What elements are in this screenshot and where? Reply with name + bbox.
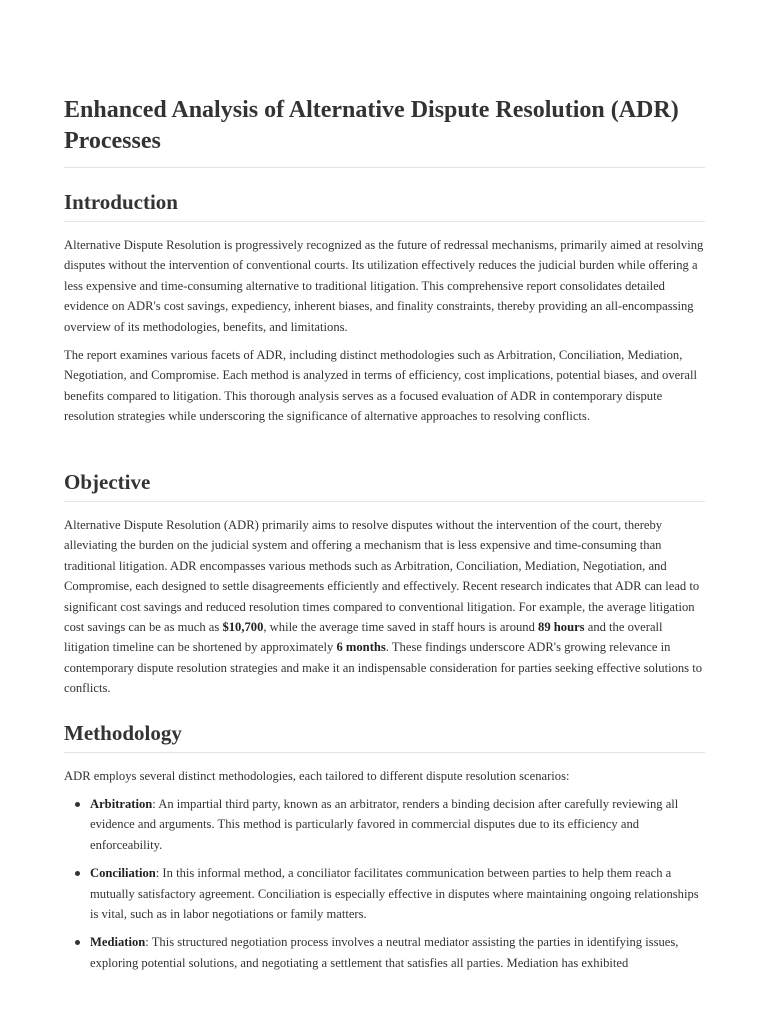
list-item-text: : This structured negotiation process involves a neutral mediator assisting the parties in identifying issues, exploring potential solutions, and negotiating a settlement that satisfies all parties. Mediation has exhibited <box>90 935 679 970</box>
methodology-intro: ADR employs several distinct methodologies, each tailored to different dispute resolution scenarios: <box>64 769 570 783</box>
list-item-term: Arbitration <box>90 797 153 811</box>
objective-divider <box>64 501 705 502</box>
methodology-list <box>64 794 705 981</box>
objective-text-d: . These findings underscore ADR's growing relevance in contemporary dispute resolution strategies and make it an indispensable consideration for parties seeking effective solutions to conflicts. <box>64 640 703 696</box>
objective-text-a: Alternative Dispute Resolution (ADR) primarily aims to resolve disputes without the intervention of the court, thereby alleviating the burden on the judicial system and offering a mechanism that is less expensive and time-consuming than traditional litigation. ADR encompasses various methods such as Arbitration, Conciliation, Mediation, Negotiation, and Compromise, each designed to settle disagreements efficiently and effectively. Recent research indicates that ADR can lead to significant cost savings and reduced resolution times compared to conventional litigation. For example, the average litigation cost savings can be as much as <box>64 518 700 635</box>
objective-paragraph <box>64 515 705 699</box>
section-heading-introduction: Introduction <box>64 190 178 214</box>
list-item-mediation <box>64 932 705 973</box>
list-item-conciliation <box>64 863 705 924</box>
introduction-paragraph-2: The report examines various facets of ADR, including distinct methodologies such as Arbitration, Conciliation, Mediation, Negotiation, and Compromise. Each method is analyzed in terms of efficiency, cost implications, potential biases, and overall benefits compared to litigation. This thorough analysis serves as a focused evaluation of ADR in contemporary dispute resolution strategies while underscoring the significance of alternative approaches to resolving conflicts. <box>64 348 698 424</box>
section-heading-methodology: Methodology <box>64 721 182 745</box>
objective-text-b: , while the average time saved in staff hours is around <box>263 620 539 635</box>
objective-text-c: and the overall litigation timeline can be shortened by approximately <box>64 620 663 655</box>
list-item-term: Conciliation <box>90 866 156 881</box>
cost-savings-value: $10,700 <box>222 620 264 635</box>
title-divider <box>64 167 705 168</box>
introduction-paragraph-1: Alternative Dispute Resolution is progressively recognized as the future of redressal mechanisms, primarily aimed at resolving disputes without the intervention of conventional courts. Its utilization effectively reduces the judicial burden while offering a less expensive and time-consuming alternative to traditional litigation. This comprehensive report consolidates detailed evidence on ADR's cost savings, expediency, inherent biases, and finality constraints, thereby providing an all-encompassing overview of its methodologies, benefits, and limitations. <box>64 238 704 334</box>
list-item-text: : In this informal method, a conciliator facilitates communication between parties to help them reach a mutually satisfactory agreement. Conciliation is especially effective in disputes where maintaining ongoing relationships is vital, such as in labor negotiations or family matters. <box>90 866 699 922</box>
hours-saved-value: 89 hours <box>538 620 585 635</box>
page-title: Enhanced Analysis of Alternative Dispute Resolution (ADR) Processes <box>64 97 679 154</box>
introduction-divider <box>64 221 705 222</box>
list-item-text: : An impartial third party, known as an arbitrator, renders a binding decision after carefully reviewing all evidence and arguments. This method is particularly favored in commercial disputes due to its efficiency and enforceability. <box>90 797 679 852</box>
section-heading-objective: Objective <box>64 470 151 494</box>
list-item-term: Mediation <box>90 935 146 950</box>
list-item-arbitration <box>64 794 705 855</box>
months-saved-value: 6 months <box>336 640 386 655</box>
methodology-divider <box>64 752 705 753</box>
bullet-icon <box>75 802 80 807</box>
bullet-icon <box>75 871 80 876</box>
bullet-icon <box>75 940 80 945</box>
